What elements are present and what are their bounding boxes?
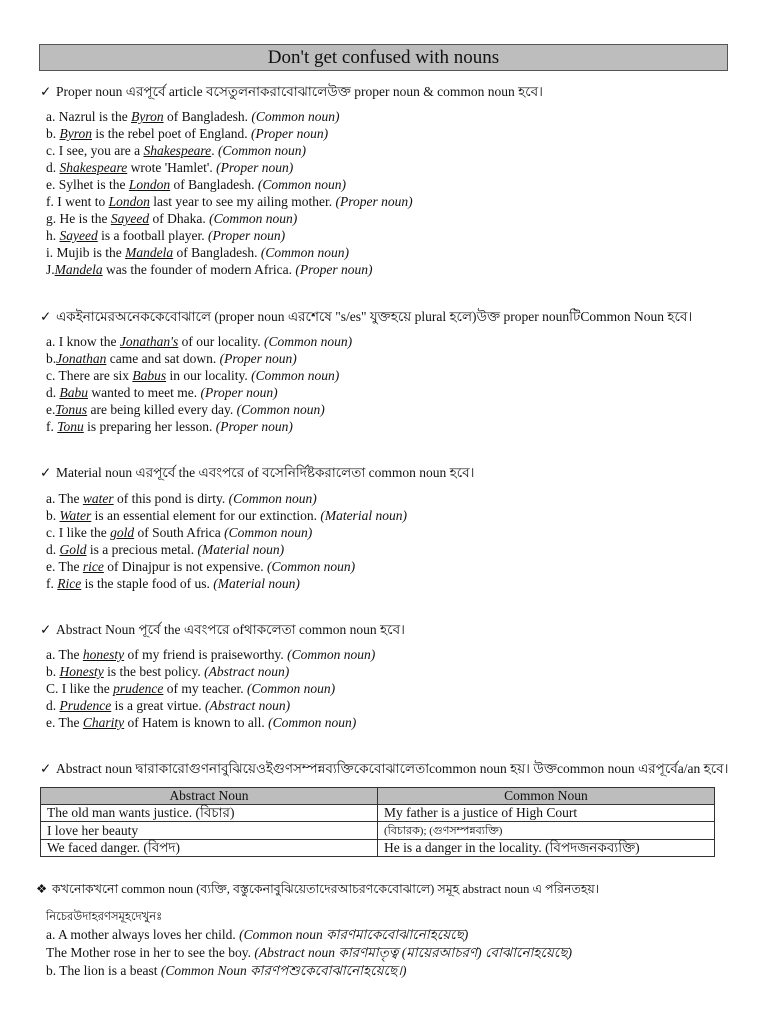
example-text: of Dhaka. <box>149 211 210 226</box>
example-text: is a precious metal. <box>86 542 198 557</box>
example-text: a. The <box>46 647 83 662</box>
noun-word: Tonus <box>55 402 88 417</box>
example-text: e. The <box>46 559 83 574</box>
example-text: of Bangladesh. <box>163 109 252 124</box>
example-text: g. He is the <box>46 211 111 226</box>
example-line <box>46 350 352 367</box>
noun-type-note: (Common noun) <box>224 525 313 540</box>
rule-abstract-quality <box>40 758 729 781</box>
noun-word: London <box>108 194 150 209</box>
example-line <box>46 575 407 592</box>
noun-word: honesty <box>82 647 125 662</box>
noun-type-note: (Abstract noun) <box>204 698 291 713</box>
example-line <box>46 926 572 944</box>
example-text: f. I went to <box>46 194 109 209</box>
noun-word: Gold <box>59 542 87 557</box>
noun-word: water <box>82 491 114 506</box>
example-text: f. <box>46 419 58 434</box>
table-cell: I love her beauty <box>41 822 378 840</box>
example-text: is a great virtue. <box>111 698 205 713</box>
noun-type-note: (Common noun কারণমাকেবোঝানোহয়েছে) <box>239 927 469 942</box>
noun-word: Jonathan's <box>119 334 179 349</box>
example-text: is preparing her lesson. <box>83 419 216 434</box>
table-cell: The old man wants justice. (বিচার) <box>41 805 378 822</box>
example-text: of this pond is dirty. <box>113 491 229 506</box>
example-text: The Mother rose in her to see the boy. <box>46 945 255 960</box>
example-text: b. <box>46 126 60 141</box>
comparison-table <box>40 787 715 857</box>
example-line <box>46 367 352 384</box>
example-line <box>46 227 413 244</box>
example-text: of our locality. <box>178 334 264 349</box>
example-text: d. <box>46 698 60 713</box>
example-text: came and sat down. <box>106 351 220 366</box>
page-title: Don't get confused with nouns <box>39 44 728 71</box>
table-cell: We faced danger. (বিপদ) <box>41 840 378 857</box>
rule-common-to-abstract <box>36 881 599 901</box>
example-line <box>46 524 407 541</box>
noun-type-note: (Common noun) <box>209 211 298 226</box>
example-text: of Bangladesh. <box>170 177 258 192</box>
example-text: of Hatem is known to all. <box>124 715 269 730</box>
noun-type-note: (Material noun) <box>320 508 407 523</box>
example-text: e. The <box>46 715 83 730</box>
example-text: of South Africa <box>134 525 225 540</box>
rule-text: Abstract noun দ্বারাকারোগুণনাবুঝিয়েওইগুণসম্পন্নব্যক্তিকেবোঝালেতাcommon noun হয়। উক্তcommon noun এরপূর্বেa/an হবে। <box>56 761 729 776</box>
noun-type-note: (Proper noun) <box>216 160 294 175</box>
noun-word: Babus <box>132 368 167 383</box>
example-text: last year to see my ailing mother. <box>149 194 336 209</box>
example-line <box>46 962 572 980</box>
example-text: b. <box>46 664 60 679</box>
rule-text: একইনামেরঅনেককেবোঝালে (proper noun এরশেষে "s/es" যুক্তহয়ে plural হলে)উক্ত proper nounটিCommon Noun হবে। <box>56 309 693 324</box>
checkmark-icon: ✓ <box>40 622 52 637</box>
noun-word: Babu <box>59 385 88 400</box>
noun-word: gold <box>110 525 135 540</box>
example-text: b. The lion is a beast <box>46 963 161 978</box>
noun-word: Byron <box>131 109 164 124</box>
example-text: i. Mujib is the <box>46 245 126 260</box>
table-row <box>41 822 715 840</box>
noun-type-note: (Common noun) <box>257 177 346 192</box>
table-cell: He is a danger in the locality. (বিপদজনকব্যক্তি) <box>378 840 715 857</box>
noun-type-note: (Common noun) <box>266 559 356 574</box>
example-text: in our locality. <box>166 368 252 383</box>
noun-type-note: (Common noun) <box>268 715 357 730</box>
noun-type-note: (Abstract noun কারণমাতৃত্ব (মায়েরআচরণ) বোঝানোহয়েছে) <box>254 945 572 960</box>
example-text: a. The <box>46 491 83 506</box>
example-line <box>46 159 413 176</box>
example-line <box>46 541 407 558</box>
noun-type-note: (Common noun) <box>236 402 325 417</box>
noun-type-note: (Proper noun) <box>295 262 373 277</box>
noun-word: Sayeed <box>110 211 150 226</box>
checkmark-icon: ✓ <box>40 465 52 480</box>
example-line <box>46 210 413 227</box>
example-line <box>46 507 407 524</box>
example-line <box>46 108 413 125</box>
table-row <box>41 840 715 857</box>
example-line <box>46 401 352 418</box>
column-header: Abstract Noun <box>41 788 378 805</box>
example-text: wanted to meet me. <box>88 385 201 400</box>
noun-word: Water <box>59 508 92 523</box>
example-text: d. <box>46 542 60 557</box>
example-list <box>46 333 352 435</box>
noun-type-note: (Common noun) <box>217 143 307 158</box>
noun-type-note: (Common noun) <box>287 647 376 662</box>
example-line <box>46 176 413 193</box>
noun-word: Rice <box>57 576 82 591</box>
noun-word: Tonu <box>57 419 84 434</box>
rule-abstract-noun <box>40 619 405 642</box>
table-header-row <box>41 788 715 805</box>
checkmark-icon: ✓ <box>40 309 52 324</box>
noun-type-note: (Common noun) <box>251 368 340 383</box>
noun-type-note: (Proper noun) <box>200 385 278 400</box>
example-text: d. <box>46 160 60 175</box>
noun-type-note: (Common noun) <box>260 245 349 260</box>
table-cell: My father is a justice of High Court <box>378 805 715 822</box>
example-text: is a football player. <box>97 228 208 243</box>
noun-word: rice <box>82 559 104 574</box>
example-line <box>46 680 375 697</box>
noun-word: Mandela <box>125 245 174 260</box>
example-line <box>46 944 572 962</box>
example-list <box>46 646 375 731</box>
noun-word: prudence <box>113 681 164 696</box>
checkmark-icon: ✓ <box>40 761 52 776</box>
rule-plural-proper-noun <box>40 306 692 329</box>
example-line <box>46 193 413 210</box>
noun-type-note: (Abstract noun) <box>204 664 290 679</box>
noun-type-note: (Proper noun) <box>219 351 297 366</box>
example-text: is the rebel poet of England. <box>92 126 251 141</box>
example-text: are being killed every day. <box>87 402 237 417</box>
example-line <box>46 697 375 714</box>
example-text: is the best policy. <box>103 664 205 679</box>
example-text: is an essential element for our extinction. <box>91 508 321 523</box>
rule-material-noun <box>40 462 475 485</box>
example-text: J. <box>46 262 55 277</box>
example-text: f. <box>46 576 58 591</box>
noun-type-note: (Proper noun) <box>207 228 286 243</box>
noun-type-note: (Proper noun) <box>335 194 413 209</box>
noun-word: Jonathan <box>56 351 107 366</box>
noun-type-note: (Proper noun) <box>215 419 293 434</box>
example-text: was the founder of modern Africa. <box>102 262 296 277</box>
noun-type-note: (Common Noun কারণপশুকেবোঝানোহয়েছে।) <box>160 963 407 978</box>
diamond-bullet-icon: ❖ <box>36 882 48 896</box>
noun-word: Sayeed <box>59 228 98 243</box>
example-text: a. Nazrul is the <box>46 109 132 124</box>
example-text: of my teacher. <box>163 681 247 696</box>
example-text: c. I see, you are a <box>46 143 144 158</box>
example-text: e. <box>46 402 56 417</box>
example-text: c. There are six <box>46 368 133 383</box>
example-line <box>46 714 375 731</box>
example-text: b. <box>46 508 60 523</box>
example-list <box>46 108 413 278</box>
noun-type-note: (Proper noun) <box>250 126 329 141</box>
noun-word: Charity <box>82 715 125 730</box>
column-header: Common Noun <box>378 788 715 805</box>
example-text: c. I like the <box>46 525 111 540</box>
example-line <box>46 261 413 278</box>
noun-type-note: (Material noun) <box>197 542 285 557</box>
example-line <box>46 558 407 575</box>
noun-word: Byron <box>59 126 92 141</box>
noun-word: Prudence <box>59 698 112 713</box>
example-text: h. <box>46 228 60 243</box>
example-text: . <box>211 143 218 158</box>
example-line <box>46 663 375 680</box>
example-line <box>46 142 413 159</box>
example-text: C. I like the <box>46 681 114 696</box>
table-cell: (বিচারক); (গুণসম্পন্নব্যক্তি) <box>378 822 715 840</box>
example-line <box>46 125 413 142</box>
noun-type-note: (Common noun) <box>246 681 336 696</box>
example-list <box>46 490 407 592</box>
noun-type-note: (Common noun) <box>251 109 340 124</box>
rule-text: Proper noun এরপূর্বে article বসেতুলনাকরাবোঝালেউক্ত proper noun & common noun হবে। <box>56 84 543 99</box>
noun-type-note: (Material noun) <box>213 576 300 591</box>
example-text: d. <box>46 385 60 400</box>
noun-word: Honesty <box>59 664 104 679</box>
rule-proper-noun <box>40 81 543 104</box>
noun-type-note: (Common noun) <box>263 334 353 349</box>
table-row <box>41 805 715 822</box>
example-text: a. A mother always loves her child. <box>46 927 240 942</box>
noun-word: London <box>128 177 171 192</box>
example-text: a. I know the <box>46 334 120 349</box>
example-text: b. <box>46 351 57 366</box>
noun-type-note: (Common noun) <box>228 491 317 506</box>
example-text: of my friend is praiseworthy. <box>124 647 288 662</box>
example-list <box>46 926 572 980</box>
example-text: of Bangladesh. <box>173 245 261 260</box>
example-text: wrote 'Hamlet'. <box>127 160 217 175</box>
example-text: is the staple food of us. <box>81 576 214 591</box>
example-line <box>46 646 375 663</box>
noun-word: Mandela <box>54 262 103 277</box>
example-text: of Dinajpur is not expensive. <box>103 559 267 574</box>
example-line <box>46 384 352 401</box>
checkmark-icon: ✓ <box>40 84 52 99</box>
example-line <box>46 418 352 435</box>
examples-subheading: নিচেরউদাহরণসমূহদেখুনঃ <box>46 911 163 923</box>
rule-text: কখনোকখনো common noun (ব্যক্তি, বস্তুকেনাবুঝিয়েতাদেরআচরণকেবোঝালে) সমূহ abstract noun এ পরিনতহয়। <box>52 882 600 896</box>
rule-text: Material noun এরপূর্বে the এবংপরে of বসেনির্দিষ্টকরালেতা common noun হবে। <box>56 465 475 480</box>
example-line <box>46 333 352 350</box>
example-text: e. Sylhet is the <box>46 177 129 192</box>
example-line <box>46 244 413 261</box>
rule-text: Abstract Noun পূর্বে the এবংপরে ofথাকলেতা common noun হবে। <box>56 622 405 637</box>
example-line <box>46 490 407 507</box>
noun-word: Shakespeare <box>143 143 212 158</box>
noun-word: Shakespeare <box>59 160 128 175</box>
